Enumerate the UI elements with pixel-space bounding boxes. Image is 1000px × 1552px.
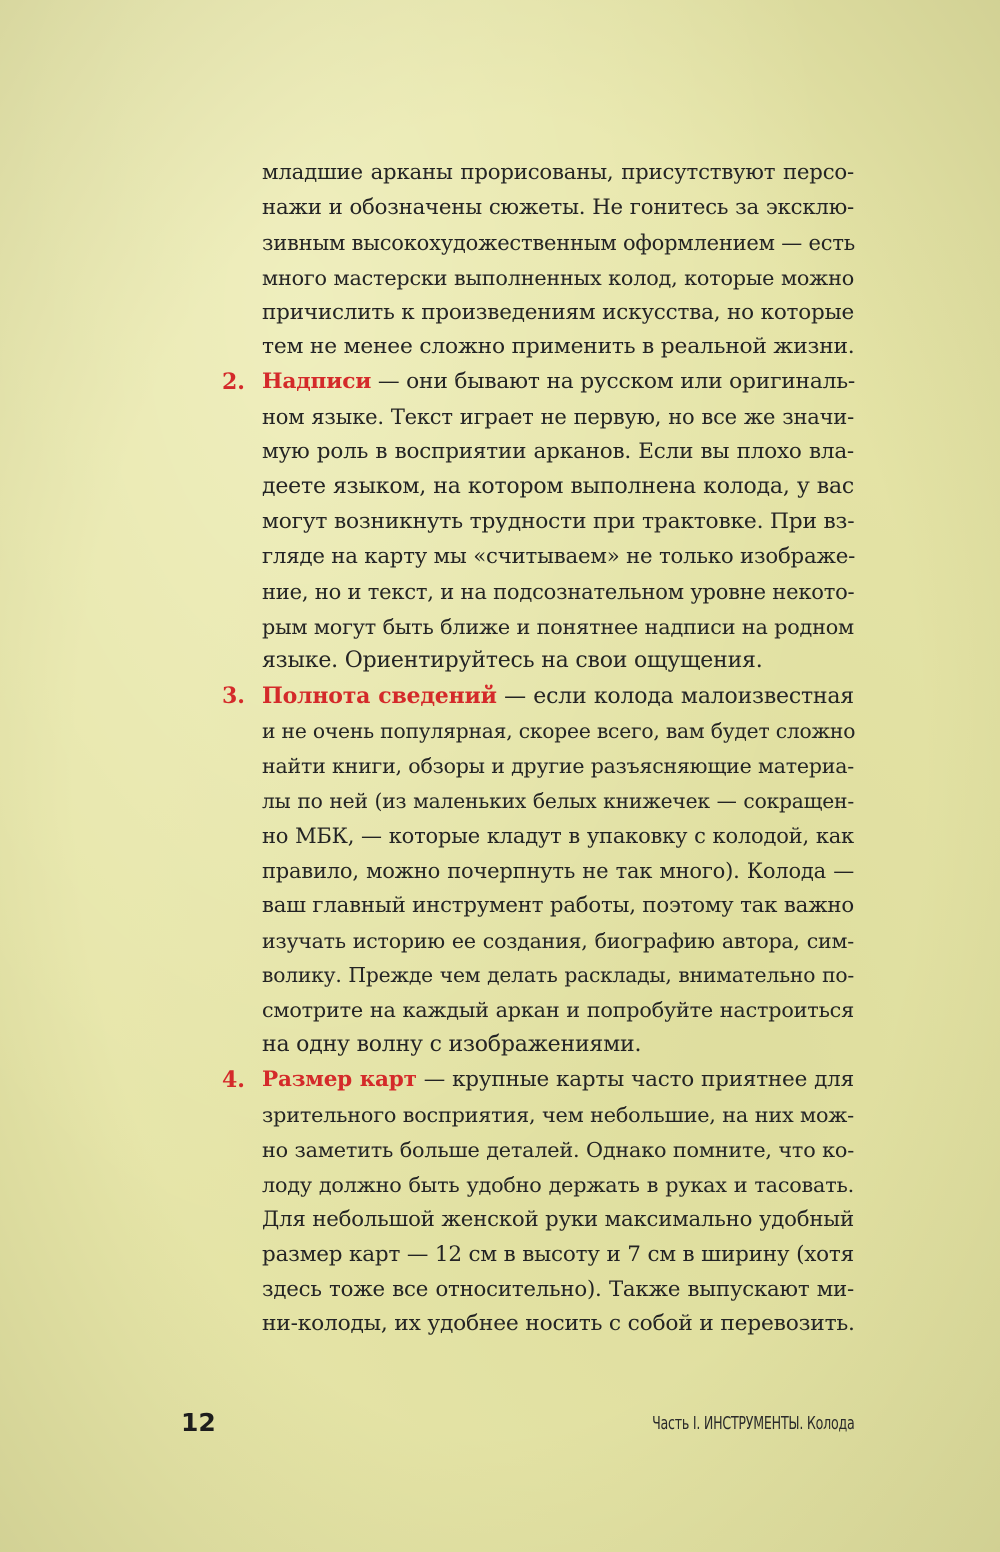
text-fragment: — они бывают на русском или оригиналь- bbox=[371, 369, 856, 395]
text-line: языке. Ориентируйтесь на свои ощущения. bbox=[262, 648, 763, 674]
text-line: Для небольшой женской руки максимально удобный bbox=[262, 1206, 854, 1232]
text-line: лы по ней (из маленьких белых книжечек — сокращен- bbox=[262, 789, 854, 814]
text-line: ние, но и текст, и на подсознательном уровне некото- bbox=[262, 579, 855, 604]
page-number: 12 bbox=[181, 1408, 216, 1437]
text-line: ни-колоды, их удобнее носить с собой и перевозить. bbox=[262, 1311, 855, 1337]
text-line: могут возникнуть трудности при трактовке. При вз- bbox=[262, 508, 855, 534]
list-item-completeness bbox=[222, 679, 856, 1063]
text-line: зивным высокохудожественным оформлением — есть bbox=[262, 230, 855, 255]
text-line bbox=[262, 365, 854, 400]
text-line: много мастерски выполненных колод, которые можно bbox=[262, 265, 854, 290]
text-line: лоду должно быть удобно держать в руках и тасовать. bbox=[262, 1172, 854, 1197]
list-item-number: 2. bbox=[222, 369, 245, 396]
text-line bbox=[262, 679, 854, 714]
text-line: ваш главный инструмент работы, поэтому так важно bbox=[262, 892, 854, 918]
text-line bbox=[262, 1063, 854, 1098]
text-line: нажи и обозначены сюжеты. Не гонитесь за эксклю- bbox=[262, 194, 854, 220]
text-line: на одну волну с изображениями. bbox=[262, 1032, 642, 1058]
text-line: тем не менее сложно применить в реальной жизни. bbox=[262, 334, 855, 360]
list-item-inscriptions bbox=[222, 365, 856, 679]
list-item-number: 3. bbox=[222, 683, 245, 710]
text-line: деете языком, на котором выполнена колода, у вас bbox=[262, 474, 854, 500]
list-item-term: Полнота сведений bbox=[262, 683, 497, 710]
text-line: правило, можно почерпнуть не так много). Колода — bbox=[262, 858, 854, 883]
text-line: рым могут быть ближе и понятнее надписи на родном bbox=[262, 614, 854, 639]
text-line: но МБК, — которые кладут в упаковку с колодой, как bbox=[262, 823, 854, 848]
text-line: но заметить больше деталей. Однако помните, что ко- bbox=[262, 1137, 854, 1162]
text-fragment: — крупные карты часто приятнее для bbox=[416, 1067, 854, 1093]
text-line: младшие арканы прорисованы, присутствуют персо- bbox=[262, 160, 854, 185]
text-fragment: — если колода малоизвестная bbox=[496, 684, 854, 710]
text-line: здесь тоже все относительно). Также выпускают ми- bbox=[262, 1276, 854, 1302]
text-line: найти книги, обзоры и другие разъясняющие материа- bbox=[262, 754, 854, 779]
text-line: причислить к произведениям искусства, но которые bbox=[262, 299, 854, 325]
list-item-term: Размер карт bbox=[262, 1067, 417, 1093]
intro-paragraph bbox=[262, 156, 854, 365]
list-item-term: Надписи bbox=[262, 369, 372, 395]
list-item-number: 4. bbox=[222, 1067, 245, 1094]
text-line: мую роль в восприятии арканов. Если вы плохо вла- bbox=[262, 439, 854, 465]
text-line: изучать историю ее создания, биографию автора, сим- bbox=[262, 928, 854, 953]
text-line: смотрите на каждый аркан и попробуйте настроиться bbox=[262, 998, 854, 1023]
text-line: ном языке. Текст играет не первую, но все же значи- bbox=[262, 405, 854, 430]
text-line: волику. Прежде чем делать расклады, внимательно по- bbox=[262, 963, 854, 988]
text-line: гляде на карту мы «считываем» не только изображе- bbox=[262, 543, 856, 569]
text-line: зрительного восприятия, чем небольшие, на них мож- bbox=[262, 1103, 854, 1128]
body-text bbox=[222, 156, 856, 1342]
text-line: и не очень популярная, скорее всего, вам будет сложно bbox=[262, 719, 856, 744]
running-head: Часть I. ИНСТРУМЕНТЫ. Колода bbox=[651, 1413, 854, 1434]
text-line: размер карт — 12 см в высоту и 7 см в ширину (хотя bbox=[262, 1241, 854, 1267]
list-item-card-size bbox=[222, 1063, 855, 1342]
